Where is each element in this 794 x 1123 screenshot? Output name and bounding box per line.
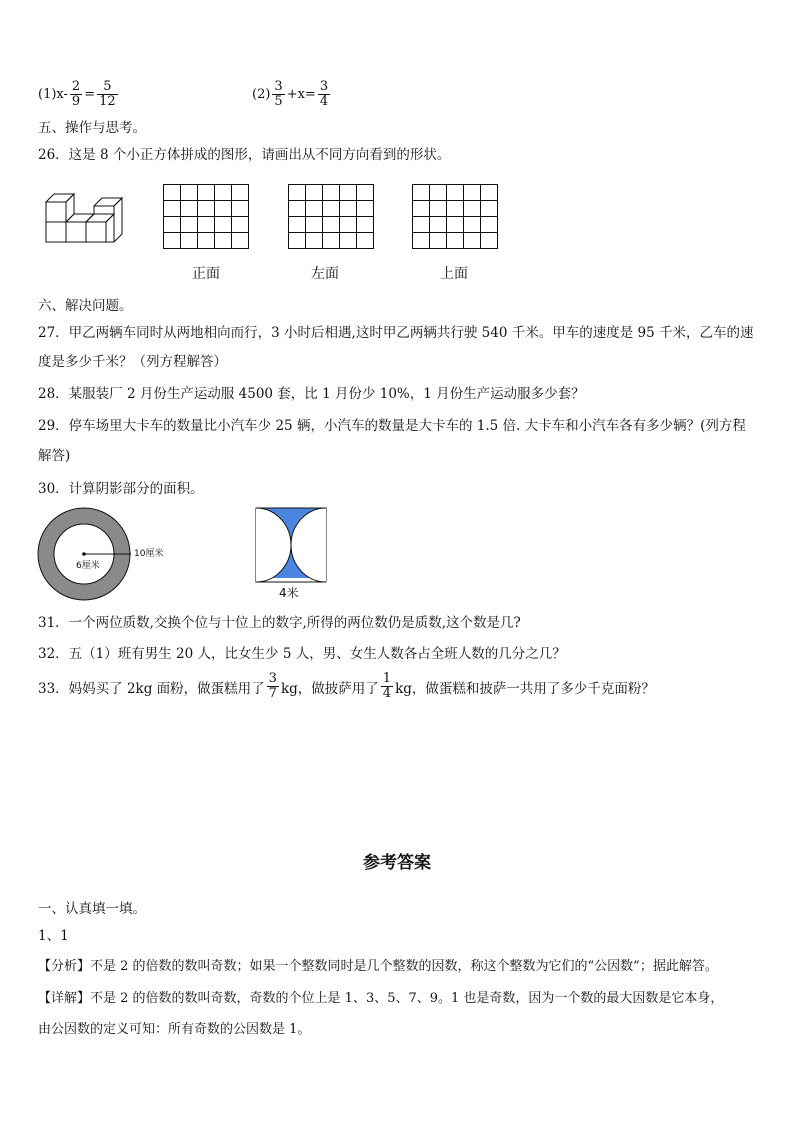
q33-part-2: kg，做披萨用了 <box>280 680 379 697</box>
view-label-left: 左面 <box>311 266 339 282</box>
eq2-f1-num: 3 <box>274 79 283 94</box>
eq1-fraction-1 <box>70 80 82 109</box>
question-29-line-1: 29．停车场里大卡车的数量比小汽车少 25 辆，小汽车的数量是大卡车的 1.5 倍. 大卡车和小汽车各有多少辆？(列方程 <box>38 418 746 434</box>
side-length-label: 4米 <box>279 586 299 600</box>
q33-fraction-2 <box>381 672 393 701</box>
question-33 <box>38 672 655 701</box>
cube-figure <box>40 188 126 248</box>
eq1-f2-num: 5 <box>103 79 112 94</box>
question-31: 31．一个两位质数,交换个位与十位上的数字,所得的两位数仍是质数,这个数是几? <box>38 615 521 631</box>
answer-1: 1、1 <box>38 928 69 944</box>
section-5-heading: 五、操作与思考。 <box>38 120 146 136</box>
ring-figure <box>36 506 186 606</box>
inner-radius-label: 6厘米 <box>76 561 100 571</box>
grid-front <box>163 184 249 249</box>
question-28: 28．某服装厂 2 月份生产运动服 4500 套，比 1 月份少 10%，1 月份生产运动服多少套？ <box>38 386 585 402</box>
question-29-line-2: 解答) <box>38 448 71 464</box>
q33-f1-num: 3 <box>268 671 277 686</box>
answer-title: 参考答案 <box>363 853 431 873</box>
square-figure <box>252 504 332 604</box>
eq1-f1-den: 9 <box>71 94 81 109</box>
eq2-mid: +x= <box>286 87 316 102</box>
eq1-f1-num: 2 <box>71 79 81 94</box>
equation-2 <box>252 80 332 109</box>
q33-fraction-1 <box>267 672 279 701</box>
grid-top <box>412 184 498 249</box>
section-6-heading: 六、解决问题。 <box>38 298 133 314</box>
eq2-prefix: (2) <box>252 87 271 102</box>
eq2-fraction-1 <box>272 80 284 109</box>
eq1-equals: = <box>84 87 96 102</box>
q33-f2-num: 1 <box>382 671 392 686</box>
detail-line-2: 由公因数的定义可知：所有奇数的公因数是 1。 <box>38 1022 311 1037</box>
eq2-fraction-2 <box>318 80 330 109</box>
q33-part-1: 33．妈妈买了 2kg 面粉，做蛋糕用了 <box>38 680 265 697</box>
question-32: 32．五（1）班有男生 20 人，比女生少 5 人，男、女生人数各占全班人数的几分之几？ <box>38 646 566 662</box>
eq1-fraction-2 <box>97 80 118 109</box>
question-30: 30．计算阴影部分的面积。 <box>38 481 204 497</box>
q33-f1-den: 7 <box>268 686 277 701</box>
question-27-line-1: 27．甲乙两辆车同时从两地相向而行，3 小时后相遇,这时甲乙两辆共行驶 540 千米。甲车的速度是 95 千米，乙车的速 <box>38 325 754 341</box>
question-27-line-2: 度是多少千米？（列方程解答） <box>38 354 227 370</box>
q33-part-3: kg，做蛋糕和披萨一共用了多少千克面粉？ <box>395 680 655 697</box>
section-1-heading: 一、认真填一填。 <box>38 901 146 917</box>
detail-line-1: 【详解】不是 2 的倍数的数叫奇数，奇数的个位上是 1、3、5、7、9。1 也是奇数，因为一个数的最大因数是它本身， <box>38 991 724 1006</box>
question-26: 26．这是 8 个小正方体拼成的图形，请画出从不同方向看到的形状。 <box>38 147 451 163</box>
eq2-f1-den: 5 <box>274 94 283 109</box>
eq2-f2-num: 3 <box>319 79 329 94</box>
view-label-top: 上面 <box>440 266 468 282</box>
eq1-prefix: (1)x- <box>38 87 68 102</box>
eq1-f2-den: 12 <box>99 94 116 109</box>
analysis-text: 【分析】不是 2 的倍数的数叫奇数；如果一个整数同时是几个整数的因数，称这个整数为它们的“公因数”；据此解答。 <box>38 959 718 974</box>
eq2-f2-den: 4 <box>319 94 329 109</box>
outer-radius-label: 10厘米 <box>134 549 164 559</box>
view-label-front: 正面 <box>192 266 220 282</box>
q33-f2-den: 4 <box>382 686 392 701</box>
grid-left <box>288 184 374 249</box>
equation-1 <box>38 80 120 109</box>
